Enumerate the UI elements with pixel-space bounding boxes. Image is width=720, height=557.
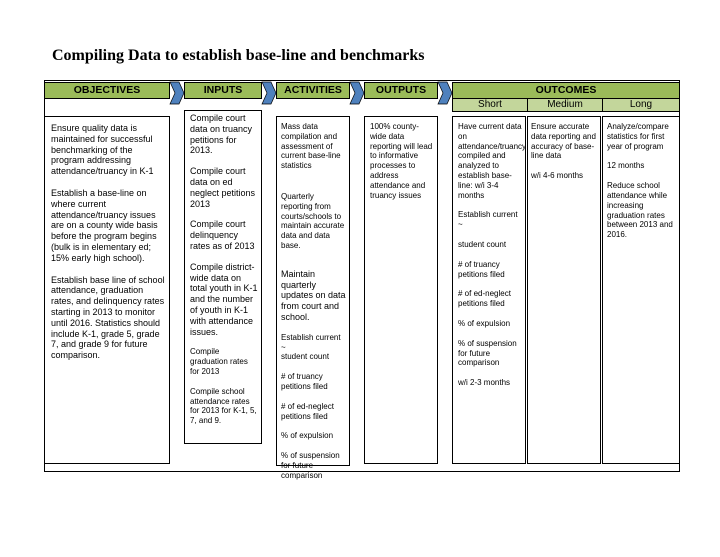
output-county-wide-reporting: 100% county-wide data reporting will lead to informative processes to address attendance and truancy issues	[370, 122, 435, 200]
short-student-count: student count	[458, 239, 507, 249]
short-truancy-petitions: # of truancy petitions filed	[458, 259, 505, 279]
activity-quarterly-reporting: Quarterly reporting from courts/schools to maintain accurate data and data base.	[281, 191, 347, 250]
arrow-right-icon	[170, 82, 184, 104]
header-outputs: OUTPUTS	[364, 82, 438, 99]
outcome-long-header: Long	[602, 98, 680, 112]
outputs-box	[364, 116, 438, 464]
input-delinquency: Compile court delinquency rates as of 2013	[190, 219, 255, 251]
outcome-short-header: Short	[452, 98, 528, 112]
long-outcome-box	[602, 116, 680, 464]
activity-ed-neglect: # of ed-neglect petitions filed	[281, 401, 337, 421]
arrow-right-icon	[438, 82, 452, 104]
short-establish-current: Establish current ~	[458, 210, 520, 230]
long-timeframe: 12 months	[607, 161, 645, 171]
arrow-right-icon	[262, 82, 276, 104]
arrow-right-icon	[350, 82, 364, 104]
long-reduce-attendance: Reduce school attendance while increasing graduation rates between 2013 and 2016.	[607, 181, 676, 240]
activity-mass-compilation: Mass data compilation and assessment of current base-line statistics	[281, 122, 343, 171]
page-title: Compiling Data to establish base-line and benchmarks	[52, 47, 425, 64]
short-timeframe: w/i 2-3 months	[458, 378, 511, 388]
input-district-data: Compile district-wide data on total youth in K-1 and the number of youth in K-1 with attendance issues.	[190, 261, 261, 337]
medium-accurate-reporting: Ensure accurate data reporting and accuracy of base-line data	[531, 122, 599, 161]
activities-box	[276, 116, 350, 480]
short-expulsion: % of expulsion	[458, 318, 511, 328]
header-inputs: INPUTS	[184, 82, 262, 99]
medium-outcome-box	[527, 116, 601, 464]
outcome-medium-header: Medium	[527, 98, 603, 112]
activity-quarterly-updates: Maintain quarterly updates on data from court and school.	[281, 268, 349, 322]
objective-quality-data: Ensure quality data is maintained for successful benchmarking of the program addressing attendance/truancy in K-1	[51, 123, 156, 177]
input-truancy-petitions: Compile court data on truancy petitions for 2013.	[190, 113, 255, 156]
objective-base-line: Establish a base-line on where current attendance/truancy issues are on a county wide basis before the program begins (bulk is in elementary ed; 15% early high school).	[51, 187, 161, 263]
inputs-box	[184, 110, 262, 444]
medium-timeframe: w/i 4-6 months	[531, 171, 584, 181]
header-objectives: OBJECTIVES	[44, 82, 170, 99]
objectives-box	[44, 116, 170, 464]
input-ed-neglect: Compile court data on ed neglect petitions 2013	[190, 166, 258, 209]
long-analyze-compare: Analyze/compare statistics for first year of program	[607, 122, 672, 151]
objective-school-base-line: Establish base line of school attendance, graduation rates, and delinquency rates starting in 2013 to monitor until 2016. Statistics should include K-1, grade 5, grade 7, and grade 9 for future comparison.	[51, 274, 168, 361]
short-current-data: Have current data on attendance/truancy compiled and analyzed to establish base-line: w/i 3-4 months	[458, 122, 527, 200]
input-graduation-rates: Compile graduation rates for 2013	[190, 347, 251, 376]
activity-truancy-petitions: # of truancy petitions filed	[281, 372, 328, 391]
header-outcomes: OUTCOMES	[452, 82, 680, 99]
activity-suspension: % of suspension for future comparison	[281, 451, 342, 480]
header-activities: ACTIVITIES	[276, 82, 350, 99]
short-suspension: % of suspension for future comparison	[458, 338, 519, 368]
activity-expulsion: % of expulsion	[281, 431, 334, 441]
input-attendance-rates: Compile school attendance rates for 2013 for K-1, 5, 7, and 9.	[190, 386, 259, 426]
short-ed-neglect: # of ed-neglect petitions filed	[458, 289, 514, 309]
activity-student-count: Establish current ~ student count	[281, 332, 341, 362]
short-outcome-box	[452, 116, 526, 464]
